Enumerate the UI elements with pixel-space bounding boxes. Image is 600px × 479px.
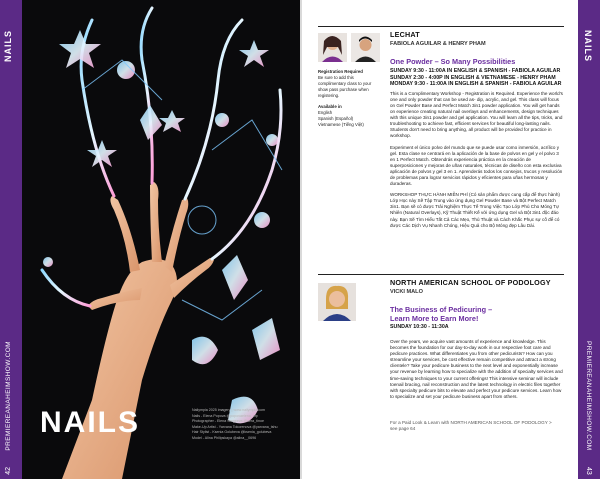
left-side-url: PREMIEREANAHEIMSHOW.COM (5, 341, 12, 451)
nasp-class-title-line2: Learn More to Earn More! (390, 314, 479, 323)
credit-line: Model - Alina Philipskaya @alina__0696 (192, 435, 257, 440)
photo-credits (192, 408, 296, 442)
footnote-page-ref: see page 64 (390, 426, 416, 431)
class-description-en: This is a Complimentary Workshop - Registration is Required. Experience the world's one and only powder that can be used as- dip, acrylic, and gel. This class will focus on Gel Powder Base and Perfect Match 3in1 powder application. You will get hands on experience creating natural nail overlays and enhancements, design techniques with this unique 3in1 powder and gel application. You will learn all the tips, tricks, and troubleshooting to achieve fast, efficient services for beautiful long-lasting nails. Students don't need to bring anything, all product will be provided for practice in workshop. (390, 90, 563, 139)
nasp-class-details (390, 305, 564, 331)
session-time: SUNDAY 9:30 - 11:00A IN ENGLISH & SPANISH - FABIOLA AGUILAR (390, 68, 561, 74)
footnote-line: For a Paid Look & Learn with NORTH AMERICAN SCHOOL OF PODOLOGY > (390, 420, 552, 425)
right-side-label: NAILS (583, 30, 593, 62)
registration-heading: Registration Required (318, 69, 363, 74)
registration-text: Be sure to add this complimentary class to your show pass purchase when registering. (318, 75, 372, 98)
lechat-org-name: LECHAT (390, 30, 420, 39)
nail-art-photo (22, 0, 300, 479)
nasp-description: Over the years, we acquire vast amounts of experience and knowledge. This becomes the foundation for our day-to-day work in our respective foot care and pedicure practices. What differentiates you from other pedicurists? How can you streamline your services, be cost effective remain competitive and attract a strong clientele? Take your pedicure business to the next level and exponentially increase your revenue by learning how to specialize with the addition of specialty services and time-saving techniques to your current offerings! This intensive seminar will include toenail bracing, nail reconstruction and the latest technology in electric files together with specialty pedicure bits to elevate and perfect your pedicure services. Learn how to specialize and set your pedicure business apart from others. (390, 339, 563, 399)
credit-line: Make-Up Artist - Yarvana Tokorenova @yarvana_tshu (192, 424, 278, 429)
lechat-class-title: One Powder – So Many Possibilities (390, 57, 516, 66)
nasp-footnote[interactable] (390, 420, 564, 432)
nasp-class-title-line1: The Business of Pedicuring – (390, 305, 493, 314)
language-item: Spanish (Español) (318, 116, 354, 121)
registration-note (318, 69, 378, 128)
session-time: SUNDAY 10:30 - 11:30A (390, 324, 449, 330)
nasp-presenters: VICKI MALO (390, 289, 423, 295)
right-page-content (318, 0, 564, 479)
credit-line: Photographer - Elena Sergeeva @sera_tinoe (192, 419, 264, 424)
page-spine (300, 0, 302, 479)
left-side-strip (0, 0, 22, 479)
credit-line: Nailympia 2025 imagery | www.nailympia.com (192, 408, 266, 412)
section-title: NAILS (40, 406, 140, 439)
right-page-number: 43 (585, 467, 592, 475)
nasp-description-wrap (390, 336, 564, 400)
lechat-class-details (390, 57, 564, 229)
language-item: English (318, 110, 333, 115)
nasp-header (318, 274, 564, 295)
class-description-es: Experiment el único polvo del mundo que se puede usar como inmersión, acrílico y gel. Esta clase se centrará en la aplicación de la base de polvos en gel y el polvo 3 en 1 Perfect Match. Obtendrás experiencia práctica en la creación de superposiciones y mejoras de uñas naturales, técnicas de diseño con esta exclusiva aplicación de polvos y gel 3 en 1. Aprenderás todos los consejos, trucos y resolución de problemas para lograr servicios rápidos y eficientes para uñas hermosas y duraderas. (390, 144, 563, 187)
left-page-number: 42 (5, 467, 12, 475)
presenter-photo-henry (351, 33, 380, 62)
credit-line: Nails - Elena Popova @popovaelena_nfp (192, 413, 258, 418)
class-description-vi: WORKSHOP THỰC HÀNH MIỄN PHÍ (Có sản phẩm được cung cấp để thực hành) Lớp Học này Sẽ Tập Trung vào ứng dụng Gel Powder Base và Bột Perfect Match 3in1. Bạn sẽ có được Trải Nghiệm Thực Tế Trong Việc Tạo Lớp Phủ Cho Móng Tự Nhiên (Natural Overlays), Kỹ Thuật Thiết Kế với ứng dụng Gel và Bột 3in1 độc đáo này. Bạn Sẽ Tìm Hiểu Tất Cả Các Mẹo, Thủ Thuật và Cách Khắc Phục sự cố để có được Các Dịch Vụ Nhanh Chóng, Hiệu Quả cho Bộ Móng đẹp Lâu Dài. (390, 192, 560, 228)
nasp-org-name: NORTH AMERICAN SCHOOL OF PODOLOGY (390, 278, 551, 287)
presenter-photo-vicki (318, 283, 356, 321)
left-side-label: NAILS (3, 30, 13, 62)
session-time: MONDAY 9:30 - 11:00A IN ENGLISH & SPANISH - FABIOLA AGUILAR (390, 81, 562, 88)
language-item: Vietnamese (Tiếng Việt) (318, 122, 364, 127)
right-side-url: PREMIEREANAHEIMSHOW.COM (585, 341, 592, 451)
session-time: SUNDAY 2:30 - 4:00P IN ENGLISH & VIETNAMESE - HENRY PHAM (390, 74, 556, 81)
available-heading: Available in (318, 104, 342, 109)
lechat-presenters: FABIOLA AGUILAR & HENRY PHAM (390, 41, 486, 47)
credit-line: Hair Stylist - Ksenia Golubeva @ksenia_golubeva (192, 430, 272, 435)
presenter-photo-fabiola (318, 33, 347, 62)
right-side-strip (578, 0, 600, 479)
lechat-header (318, 26, 564, 47)
